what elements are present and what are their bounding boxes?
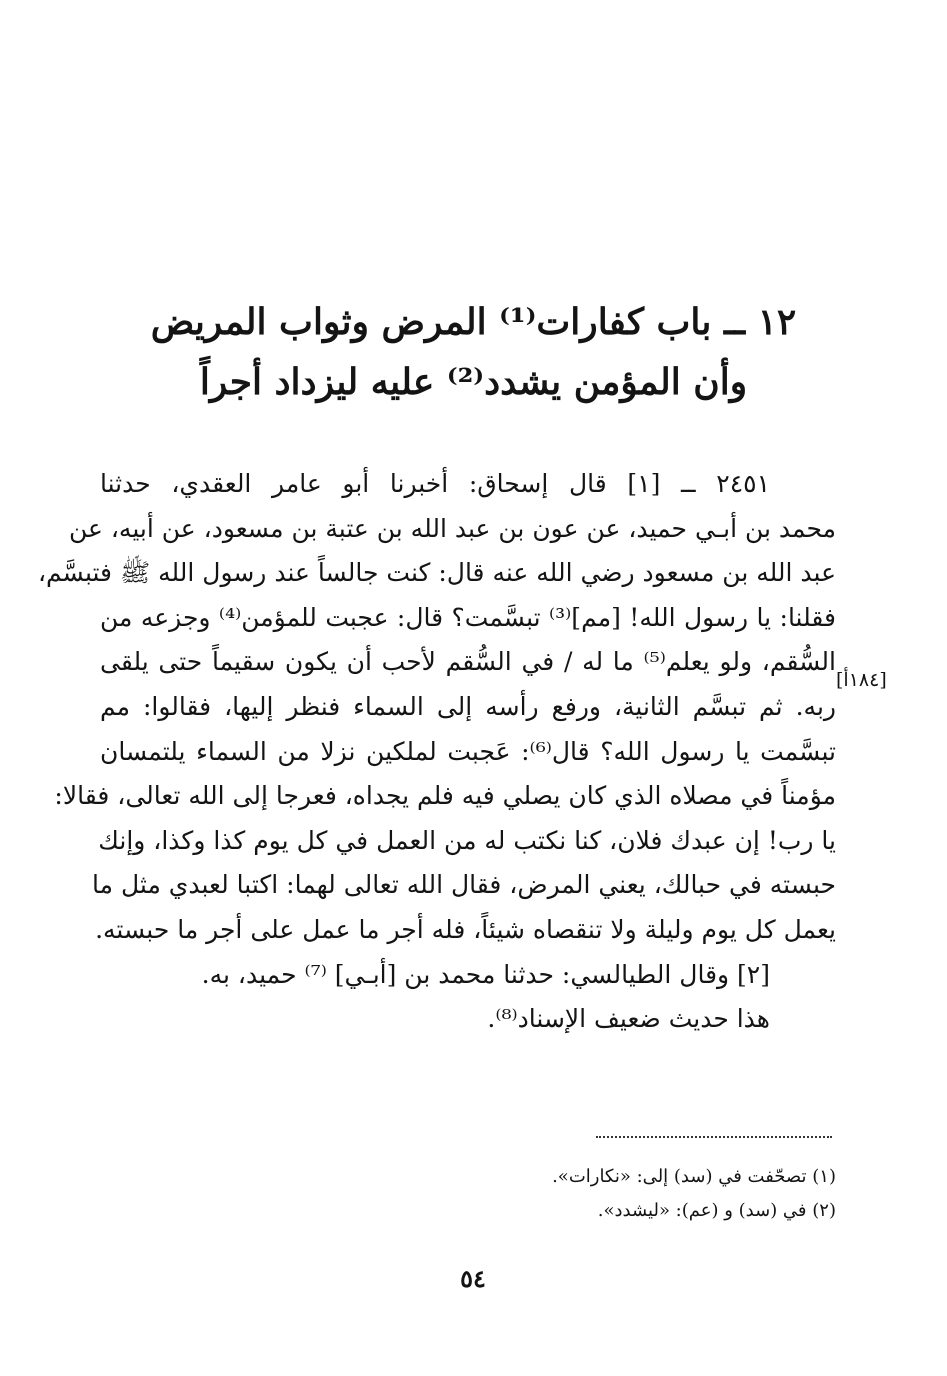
text-line: تبسَّمت يا رسول الله؟ قال⁽⁶⁾: عَجبت لملكين نزلا من السماء يلتمسان xyxy=(100,736,836,766)
footnote-2: (٢) في (سد) و (عم): «ليشدد». xyxy=(597,1200,836,1221)
text-line: السُّقم، ولو يعلم⁽⁵⁾ ما له / في السُّقم لأحب أن يكون سقيماً حتى يلقى xyxy=(100,647,836,677)
page-number: ٥٤ xyxy=(460,1264,486,1293)
text-line: فقلنا: يا رسول الله! [مم]⁽³⁾ تبسَّمت؟ قال: عجبت للمؤمن⁽⁴⁾ وجزعه من xyxy=(100,602,836,632)
footnote-divider xyxy=(596,1136,832,1138)
text-line: [٢] وقال الطيالسي: حدثنا محمد بن [أبـي] ⁽⁷⁾ حميد، به. xyxy=(201,959,770,989)
text-line: يعمل كل يوم وليلة ولا تنقصاه شيئاً، فله أجر ما عمل على أجر ما حبسته. xyxy=(95,914,836,944)
text-line: ربه. ثم تبسَّم الثانية، ورفع رأسه إلى السماء فنظر إليها، فقالوا: مم xyxy=(100,691,836,721)
text-line: عبد الله بن مسعود رضي الله عنه قال: كنت جالساً عند رسول الله ﷺ فتبسَّم، xyxy=(37,558,836,588)
text-line: هذا حديث ضعيف الإسناد⁽⁸⁾. xyxy=(487,1004,770,1034)
footnotes xyxy=(400,1160,836,1228)
text-line: ٢٤٥١ ــ [١] قال إسحاق: أخبرنا أبو عامر العقدي، حدثنا xyxy=(100,469,770,498)
chapter-heading xyxy=(100,292,847,412)
text-line: مؤمناً في مصلاه الذي كان يصلي فيه فلم يجداه، فعرجا إلى الله تعالى، فقالا: xyxy=(54,781,836,811)
hadith-text xyxy=(37,462,836,1042)
manuscript-folio-marker: [١٨٤أ] xyxy=(836,669,887,691)
chapter-heading-line-1: ١٢ ــ باب كفارات⁽¹⁾ المرض وثواب المريض xyxy=(150,301,797,343)
chapter-heading-line-2: وأن المؤمن يشدد⁽²⁾ عليه ليزداد أجراً xyxy=(199,361,748,403)
text-line: محمد بن أبـي حميد، عن عون بن عبد الله بن عتبة بن مسعود، عن أبيه، عن xyxy=(68,513,836,543)
text-line: يا رب! إن عبدك فلان، كنا نكتب له من العمل في كل يوم كذا وكذا، وإنك xyxy=(98,825,836,855)
footnote-1: (١) تصحّفت في (سد) إلى: «نكارات». xyxy=(552,1166,836,1187)
text-line: حبسته في حبالك، يعني المرض، فقال الله تعالى لهما: اكتبا لعبدي مثل ما xyxy=(92,870,836,900)
